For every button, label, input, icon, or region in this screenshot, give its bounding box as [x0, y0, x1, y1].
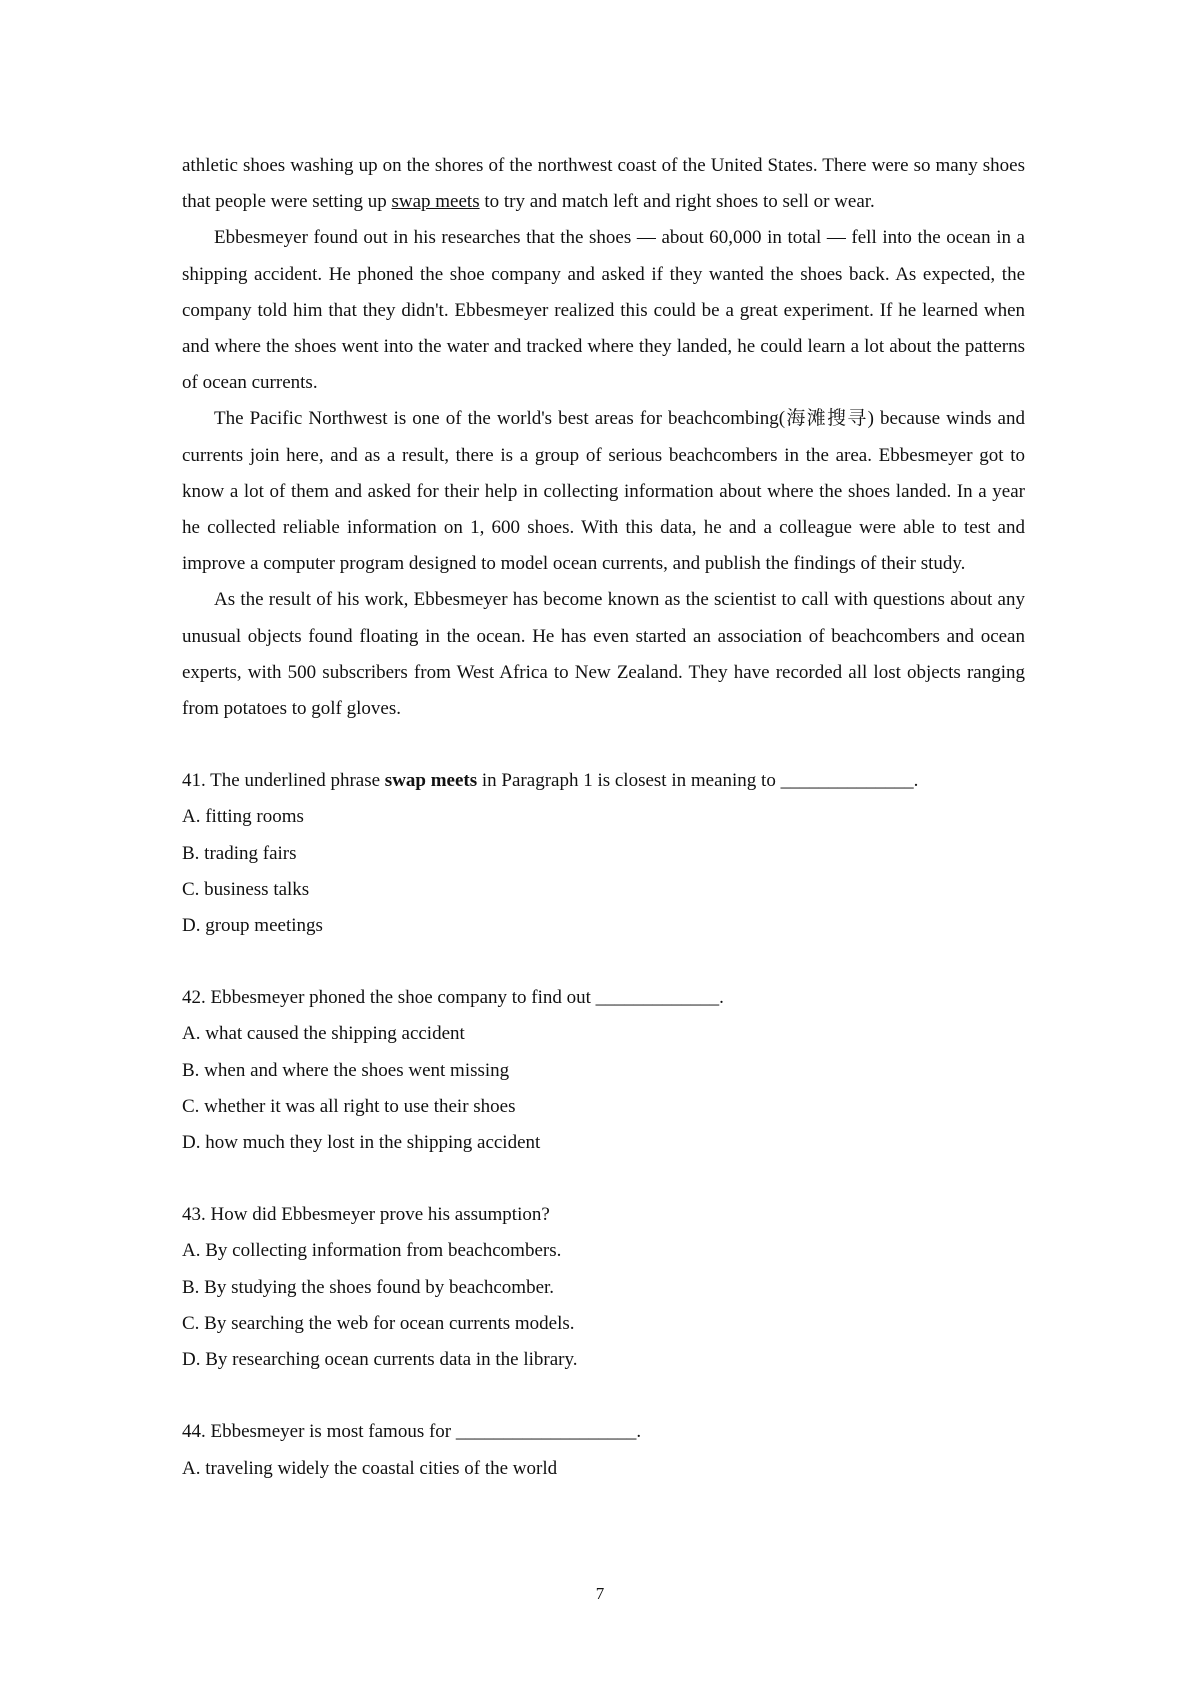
question-42-stem: 42. Ebbesmeyer phoned the shoe company to find out _____________. — [182, 987, 724, 1009]
question-44 — [182, 1414, 1025, 1486]
paragraph-3: The Pacific Northwest is one of the world's best areas for beachcombing(海滩搜寻) because winds and currents join here, and as a result, there is a group of serious beachcombers in the area. Ebbesmeyer got to know a lot of them and asked for their help in collecting information about where the shoes landed. In a year he collected reliable information on 1, 600 shoes. With this data, he and a colleague were able to test and improve a computer program designed to model ocean currents, and publish the findings of their study. — [182, 408, 1025, 575]
question-44-option-a: A. traveling widely the coastal cities of the world — [182, 1457, 558, 1479]
question-42-option-b: B. when and where the shoes went missing — [182, 1059, 510, 1081]
question-41-bold-phrase: swap meets — [384, 770, 478, 792]
question-41-stem — [182, 763, 1025, 799]
question-41-option-b: B. trading fairs — [182, 842, 297, 864]
question-44-stem: 44. Ebbesmeyer is most famous for ___________________. — [182, 1421, 642, 1443]
paragraph-1-text-start: athletic shoes washing up on the shores of the northwest coast of the United States. There were so many shoes that people were setting up — [182, 155, 1025, 213]
paragraph-1-text-end: to try and match left and right shoes to sell or wear. — [479, 191, 875, 213]
paragraph-4: As the result of his work, Ebbesmeyer has become known as the scientist to call with questions about any unusual objects found floating in the ocean. He has even started an association of beachcombers and ocean experts, with 500 subscribers from West Africa to New Zealand. They have recorded all lost objects ranging from potatoes to golf gloves. — [182, 589, 1025, 720]
question-43-option-a: A. By collecting information from beachcombers. — [182, 1240, 562, 1262]
question-43-option-c: C. By searching the web for ocean currents models. — [182, 1312, 575, 1334]
questions-section — [182, 763, 1025, 1486]
paragraph-1 — [182, 148, 1025, 220]
question-41-stem-start: 41. The underlined phrase — [182, 770, 385, 792]
question-41-option-c: C. business talks — [182, 878, 310, 900]
question-42-option-d: D. how much they lost in the shipping accident — [182, 1132, 541, 1154]
question-42-option-a: A. what caused the shipping accident — [182, 1023, 465, 1045]
question-43 — [182, 1197, 1025, 1378]
page-number: 7 — [595, 1584, 605, 1603]
question-41 — [182, 763, 1025, 944]
underlined-phrase: swap meets — [391, 191, 480, 213]
question-41-option-a: A. fitting rooms — [182, 806, 304, 828]
question-42-option-c: C. whether it was all right to use their shoes — [182, 1095, 516, 1117]
question-43-stem: 43. How did Ebbesmeyer prove his assumption? — [182, 1204, 550, 1226]
document-page — [182, 148, 1025, 1487]
question-41-option-d: D. group meetings — [182, 915, 323, 937]
question-41-stem-end: in Paragraph 1 is closest in meaning to ______________. — [477, 770, 919, 792]
question-43-option-b: B. By studying the shoes found by beachcomber. — [182, 1276, 555, 1298]
question-43-option-d: D. By researching ocean currents data in the library. — [182, 1349, 578, 1371]
paragraph-2: Ebbesmeyer found out in his researches that the shoes — about 60,000 in total — fell into the ocean in a shipping accident. He phoned the shoe company and asked if they wanted the shoes back. As expected, the company told him that they didn't. Ebbesmeyer realized this could be a great experiment. If he learned when and where the shoes went into the water and tracked where they landed, he could learn a lot about the patterns of ocean currents. — [182, 227, 1025, 394]
question-42 — [182, 980, 1025, 1161]
